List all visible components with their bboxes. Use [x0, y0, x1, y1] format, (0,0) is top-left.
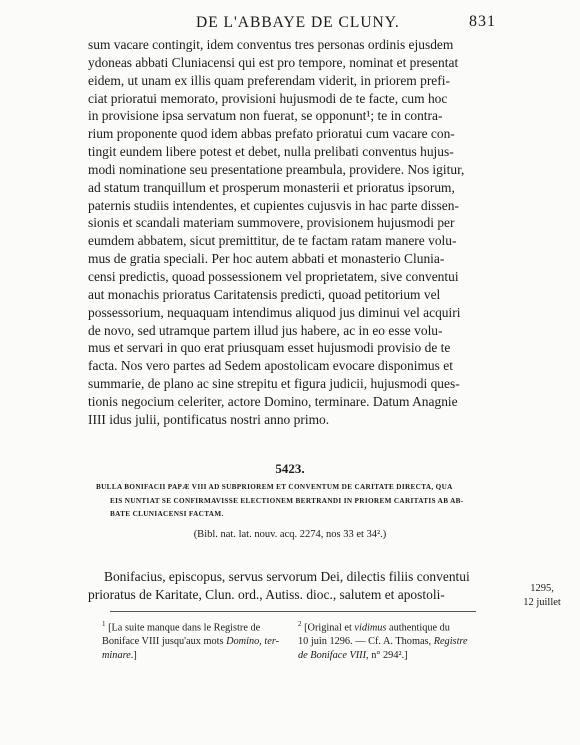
- margin-date-day: 12 juillet: [523, 596, 561, 608]
- text-line: possessorium, nequaquam intendimus aliquod jus diminui vel acquiri: [88, 304, 461, 320]
- text-line: ad statum tranquillum et prosperum monasterii et prioratus ipsorum,: [88, 179, 455, 195]
- text-line: de novo, sed utramque partem illud jus habere, ac in eo esse volu-: [88, 322, 443, 338]
- footnote-text: 10 juin 1296. — Cf. A. Thomas,: [298, 636, 434, 648]
- footnote-italic: Domino, ter-: [226, 636, 280, 648]
- text-line: summarie, de plano ac sine strepitu et figura judicii, hujusmodi ques-: [88, 376, 460, 392]
- text-line: ciat prioratui memorato, provisioni hujusmodi de te facte, cum hoc: [88, 90, 448, 106]
- text-line: rium proponente quod idem abbas prefato prioratui cum vacare con-: [88, 126, 455, 142]
- footnote-text: Boniface VIII jusqu'aux mots: [102, 636, 227, 648]
- footnote-marker: 2: [298, 620, 302, 628]
- text-line: IIII idus julii, pontificatus nostri anno primo.: [88, 411, 330, 427]
- rubric-line: BATE CLUNIACENSI FACTAM.: [110, 510, 224, 519]
- footnote-italic: de Boniface VIII: [298, 650, 367, 662]
- main-text-block: [88, 36, 494, 429]
- margin-date-year: 1295,: [530, 583, 554, 594]
- footnote-italic: vidimus: [354, 622, 387, 634]
- footnote-text: [Original et: [304, 622, 355, 634]
- footnote-text: [La suite manque dans le Registre de: [108, 622, 261, 634]
- text-line: censi predictis, quoad possessionem vel proprietatem, sive conventui: [88, 268, 459, 284]
- text-line: ydoneas abbati Cluniacensi qui est pro tempore, nominat et presentat: [88, 54, 459, 70]
- document-number: 5423.: [275, 461, 305, 476]
- running-title: DE L'ABBAYE DE CLUNY.: [196, 14, 400, 31]
- text-line: Bonifacius, episcopus, servus servorum Dei, dilectis filiis conventui: [104, 569, 470, 584]
- text-line: facta. Nos vero partes ad Sedem apostolicam evocare disponimus et: [88, 358, 453, 374]
- footnote-2: [298, 617, 498, 663]
- source-citation: (Bibl. nat. lat. nouv. acq. 2274, nos 33 et 34².): [193, 529, 387, 540]
- page-number: 831: [469, 13, 496, 30]
- footnote-italic: minare: [102, 650, 131, 662]
- text-line: tingit eundem libere potest et debet, nulla prelibati conventus hujus-: [88, 144, 454, 160]
- rubric-line: EIS NUNTIAT SE CONFIRMAVISSE ELECTIONEM BERTRANDI IN PRIOREM CARITATIS AB AB-: [110, 496, 464, 505]
- footnote-italic: Registre: [433, 636, 468, 648]
- text-line: paternis studiis intendentes, et cupientes cujusvis in hac parte dissen-: [88, 197, 459, 213]
- text-line: eidem, ut unam ex illis quam preferendam viderit, in priorem prefi-: [88, 72, 450, 88]
- bulla-text-block: [88, 568, 494, 604]
- text-line: mus et servari in quo erat priusquam esset hujusmodi provisio de te: [88, 340, 451, 356]
- footnote-marker: 1: [102, 620, 106, 628]
- text-line: in provisione ipsa servatum non fuerat, se opponunt¹; te in contra-: [88, 108, 443, 124]
- text-line: modi nominatione seu presentatione preambula, providere. Nos igitur,: [88, 161, 465, 177]
- text-line: mus de gratia speciali. Per hoc autem abbati et monasterio Clunia-: [88, 251, 445, 267]
- footnote-divider: [110, 611, 476, 612]
- text-line: eumdem abbatem, sicut premittitur, de te factam ratam manere volu-: [88, 233, 457, 249]
- document-rubric: [96, 481, 494, 522]
- rubric-line: BULLA BONIFACII PAPÆ VIII AD SUBPRIOREM ET CONVENTUM DE CARITATE DIRECTA, QUA: [96, 483, 453, 491]
- margin-date: [510, 582, 574, 609]
- footnote-text: .]: [130, 650, 137, 662]
- text-line: aut monachis prioratus Caritatensis predicti, quoad petitorium vel: [88, 286, 441, 302]
- footnote-1: [102, 617, 280, 663]
- text-line: tionis negocium celeriter, actore Domino, terminare. Datum Anagnie: [88, 393, 458, 409]
- footnote-text: authentique du: [386, 622, 450, 634]
- text-line: sionis et scandali materiam summovere, provisionem hujusmodi per: [88, 215, 455, 231]
- text-line: sum vacare contingit, idem conventus tres personas ordinis ejusdem: [88, 37, 454, 52]
- footnote-text: , n° 294².]: [366, 650, 408, 662]
- text-line: prioratus de Karitate, Clun. ord., Autiss. dioc., salutem et apostoli-: [88, 587, 445, 602]
